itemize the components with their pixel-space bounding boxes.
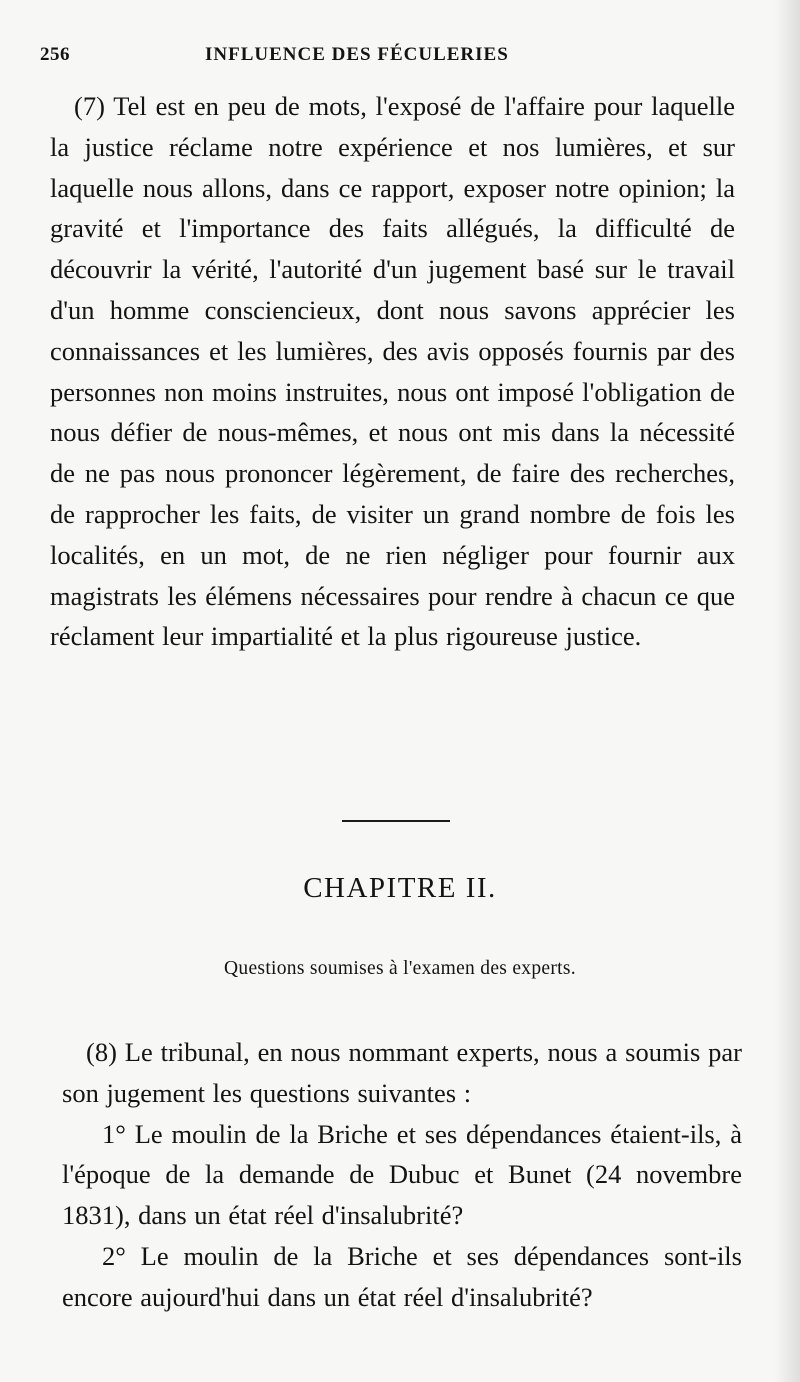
paragraph-7 bbox=[50, 86, 735, 657]
chapter-title: CHAPITRE II. bbox=[303, 872, 497, 904]
paragraph-8-intro: (8) Le tribunal, en nous nommant experts, nous a soumis par son jugement les questions suivantes : bbox=[62, 1037, 742, 1108]
question-2: 2° Le moulin de la Briche et ses dépendances sont-ils encore aujourd'hui dans un état réel d'insalubrité? bbox=[62, 1240, 742, 1312]
paragraph-8 bbox=[62, 1032, 742, 1318]
paragraph-7-text: (7) Tel est en peu de mots, l'exposé de l'affaire pour laquelle la justice réclame notre expérience et nos lumières, et sur laquelle nous allons, dans ce rapport, exposer notre opinion; la gravité et l'importance des faits allégués, la difficulté de découvrir la vérité, l'autorité d'un jugement basé sur le travail d'un homme consciencieux, dont nous savons apprécier les connaissances et les lumières, des avis opposés fournis par des personnes non moins instruites, nous ont imposé l'obligation de nous défier de nous-mêmes, et nous ont mis dans la nécessité de ne pas nous prononcer légèrement, de faire des recherches, de rapprocher les faits, de visiter un grand nombre de fois les localités, en un mot, de ne rien négliger pour fournir aux magistrats les élémens nécessaires pour rendre à chacun ce que réclament leur impartialité et la plus rigoureuse justice. bbox=[50, 91, 735, 652]
chapter-subtitle: Questions soumises à l'examen des experts. bbox=[224, 958, 576, 979]
running-title: INFLUENCE DES FÉCULERIES bbox=[205, 44, 509, 65]
page-number: 256 bbox=[40, 44, 70, 65]
running-header bbox=[40, 44, 740, 74]
page-edge-shadow bbox=[774, 0, 800, 1382]
question-1: 1° Le moulin de la Briche et ses dépendances étaient-ils, à l'époque de la demande de Dubuc et Bunet (24 novembre 1831), dans un état réel d'insalubrité? bbox=[62, 1118, 742, 1231]
section-divider bbox=[342, 820, 450, 822]
